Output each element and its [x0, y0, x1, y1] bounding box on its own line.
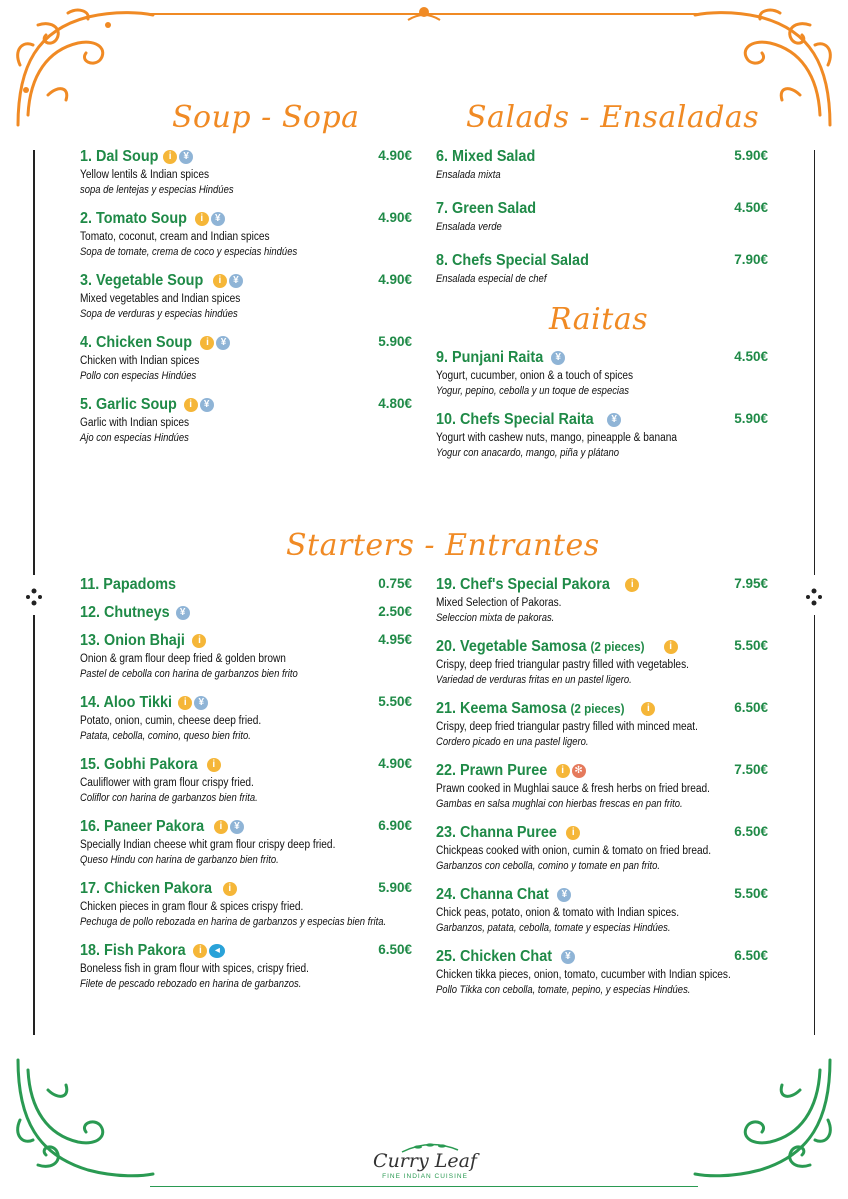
vegetarian-icon: ¥ [216, 336, 230, 350]
vegetarian-icon: ¥ [211, 212, 225, 226]
menu-item-description: Cauliflower with gram flour crispy fried. [80, 777, 254, 789]
menu-item-name: 8. Chefs Special Salad [436, 252, 589, 269]
gluten-free-icon: i [163, 150, 177, 164]
menu-item-description-spanish: Gambas en salsa mughlai con hierbas frescas en pan frito. [436, 798, 683, 810]
menu-item-header [80, 602, 412, 624]
menu-item-name: 12. Chutneys [80, 604, 170, 621]
dietary-icons [625, 578, 639, 592]
gluten-free-icon: i [207, 758, 221, 772]
menu-item-description: Crispy, deep fried triangular pastry filled with minced meat. [436, 721, 698, 733]
menu-item-header [436, 250, 768, 272]
menu-item-description: Prawn cooked in Mughlai sauce & fresh herbs on fried bread. [436, 783, 710, 795]
menu-item-description-spanish: Coliflor con harina de garbanzos bien frita. [80, 792, 258, 804]
menu-item-name: 23. Channa Puree [436, 824, 557, 841]
menu-item-description-spanish: Pollo con especias Hindúes [80, 370, 197, 382]
vegetarian-icon: ¥ [194, 696, 208, 710]
menu-item-description: Garlic with Indian spices [80, 417, 190, 429]
dietary-icons [193, 944, 225, 958]
menu-item-description-spanish: Queso Hindu con harina de garbanzo bien frito. [80, 854, 279, 866]
menu-item-price: 7.90€ [734, 252, 768, 267]
menu-item-name: 14. Aloo Tikki [80, 694, 173, 711]
leaf-icon [400, 1140, 460, 1154]
menu-item-portion: (2 pieces) [590, 639, 645, 654]
menu-item [436, 146, 768, 183]
menu-item-header [80, 208, 412, 230]
section-title-raitas: Raitas [549, 302, 649, 337]
vegetarian-icon: ¥ [557, 888, 571, 902]
menu-item-header [80, 574, 412, 596]
menu-item-header [80, 146, 412, 168]
vegetarian-icon: ¥ [551, 351, 565, 365]
dietary-icons [551, 351, 565, 365]
menu-item-price: 6.50€ [734, 700, 768, 715]
section-title-starters: Starters - Entrantes [286, 528, 600, 563]
menu-item-description: Potato, onion, cumin, cheese deep fried. [80, 715, 262, 727]
menu-item-price: 4.80€ [378, 396, 412, 411]
menu-item-name: 5. Garlic Soup [80, 396, 177, 413]
menu-item-name: 11. Papadoms [80, 576, 177, 593]
menu-item-description-spanish: Garbanzos con cebolla, comino y tomate en pan frito. [436, 860, 661, 872]
menu-item-header [80, 940, 412, 962]
corner-ornament-bottom-left [8, 1050, 158, 1190]
menu-item-name: 7. Green Salad [436, 200, 537, 217]
dietary-icons [184, 398, 214, 412]
menu-item [436, 698, 768, 750]
menu-item-price: 4.50€ [734, 349, 768, 364]
menu-item-description: Crispy, deep fried triangular pastry filled with vegetables. [436, 659, 689, 671]
menu-item-price: 4.50€ [734, 200, 768, 215]
menu-item-price: 0.75€ [378, 576, 412, 591]
menu-item-price: 4.90€ [378, 148, 412, 163]
menu-item-header [436, 946, 768, 968]
salads-list [436, 146, 768, 287]
menu-item-name: 10. Chefs Special Raita [436, 411, 594, 428]
menu-item-name: 13. Onion Bhaji [80, 632, 185, 649]
gluten-free-icon: i [184, 398, 198, 412]
menu-item [436, 347, 768, 399]
logo-tagline: FINE INDIAN CUISINE [382, 1173, 468, 1180]
menu-item-name: 16. Paneer Pakora [80, 818, 205, 835]
left-side-ornament [24, 585, 44, 609]
menu-item-header [436, 636, 768, 658]
menu-item-description: Yellow lentils & Indian spices [80, 169, 210, 181]
dietary-icons [200, 336, 230, 350]
raitas-list [436, 347, 768, 461]
menu-item-price: 4.90€ [378, 272, 412, 287]
menu-item [436, 250, 768, 287]
menu-item-description-spanish: Cordero picado en una pastel ligero. [436, 736, 589, 748]
menu-item-description-spanish: Variedad de verduras fritas en un pastel ligero. [436, 674, 632, 686]
menu-item-header [80, 816, 412, 838]
gluten-free-icon: i [193, 944, 207, 958]
menu-item-price: 5.90€ [378, 880, 412, 895]
menu-item-header [436, 760, 768, 782]
corner-ornament-top-left [8, 5, 158, 135]
vegetarian-icon: ¥ [200, 398, 214, 412]
menu-item [436, 574, 768, 626]
vegetarian-icon: ¥ [230, 820, 244, 834]
menu-item-description: Chickpeas cooked with onion, cumin & tomato on fried bread. [436, 845, 712, 857]
menu-item-name: 4. Chicken Soup [80, 334, 193, 351]
menu-item-description: Mixed Selection of Pakoras. [436, 597, 562, 609]
menu-item-description: Yogurt with cashew nuts, mango, pineapple & banana [436, 432, 677, 444]
menu-item-name: 20. Vegetable Samosa (2 pieces) [436, 638, 645, 655]
dietary-icons [556, 764, 586, 778]
menu-item-description: Chicken pieces in gram flour & spices crispy fried. [80, 901, 304, 913]
left-border-line-upper [33, 150, 35, 575]
menu-item-header [80, 754, 412, 776]
vegetarian-icon: ¥ [229, 274, 243, 288]
vegetarian-icon: ¥ [607, 413, 621, 427]
menu-item-name: 18. Fish Pakora [80, 942, 186, 959]
menu-item-price: 6.50€ [378, 942, 412, 957]
menu-item-description: Onion & gram flour deep fried & golden brown [80, 653, 286, 665]
menu-item-name: 9. Punjani Raita [436, 349, 544, 366]
menu-item [80, 940, 412, 992]
menu-item [80, 630, 412, 682]
gluten-free-icon: i [223, 882, 237, 896]
vegetarian-icon: ¥ [176, 606, 190, 620]
menu-item-name: 3. Vegetable Soup [80, 272, 204, 289]
dietary-icons [178, 696, 208, 710]
dietary-icons [561, 950, 575, 964]
menu-item-price: 5.50€ [734, 886, 768, 901]
menu-item-header [80, 394, 412, 416]
menu-item [80, 878, 412, 930]
logo-name: Curry Leaf [373, 1150, 477, 1172]
menu-item-price: 5.90€ [734, 411, 768, 426]
menu-item-description: Boneless fish in gram flour with spices, crispy fried. [80, 963, 309, 975]
dietary-icons [214, 820, 244, 834]
menu-item [80, 146, 412, 198]
menu-item-name: 21. Keema Samosa (2 pieces) [436, 700, 625, 717]
menu-item-description-spanish: Patata, cebolla, comino, queso bien frito. [80, 730, 251, 742]
dietary-icons [207, 758, 221, 772]
menu-item-description-spanish: Yogur, pepino, cebolla y un toque de especias [436, 385, 630, 397]
vegetarian-icon: ¥ [179, 150, 193, 164]
dietary-icons [176, 606, 190, 620]
menu-item-header [436, 698, 768, 720]
menu-item-header [80, 878, 412, 900]
dietary-icons [192, 634, 206, 648]
menu-item [436, 822, 768, 874]
shellfish-icon: ✻ [572, 764, 586, 778]
menu-item-name: 1. Dal Soup [80, 148, 159, 165]
dietary-icons [664, 640, 678, 654]
menu-item-header [80, 692, 412, 714]
section-title-soup: Soup - Sopa [172, 100, 360, 135]
right-side-ornament [804, 585, 824, 609]
menu-item [436, 884, 768, 936]
gluten-free-icon: i [566, 826, 580, 840]
menu-item-price: 5.50€ [378, 694, 412, 709]
menu-item-price: 4.95€ [378, 632, 412, 647]
menu-item-description-spanish: Ensalada especial de chef [436, 273, 547, 285]
menu-item [80, 692, 412, 744]
right-border-line-lower [814, 615, 816, 1035]
menu-item-header [436, 198, 768, 220]
dietary-icons [163, 150, 193, 164]
menu-item-description: Chicken tikka pieces, onion, tomato, cucumber with Indian spices. [436, 969, 731, 981]
fish-icon: ◂ [209, 944, 225, 958]
menu-item [80, 574, 412, 596]
menu-item-header [80, 630, 412, 652]
gluten-free-icon: i [625, 578, 639, 592]
menu-item-name: 19. Chef's Special Pakora [436, 576, 610, 593]
menu-item-price: 4.90€ [378, 210, 412, 225]
gluten-free-icon: i [664, 640, 678, 654]
menu-item-header [80, 332, 412, 354]
menu-item-name: 17. Chicken Pakora [80, 880, 213, 897]
menu-item-description-spanish: Ensalada verde [436, 221, 502, 233]
menu-item-description-spanish: Ensalada mixta [436, 169, 501, 181]
menu-item-price: 7.50€ [734, 762, 768, 777]
menu-item [436, 409, 768, 461]
menu-item [80, 394, 412, 446]
starters-list-left [80, 574, 412, 992]
menu-item-description-spanish: Seleccion mixta de pakoras. [436, 612, 555, 624]
gluten-free-icon: i [214, 820, 228, 834]
menu-item-price: 4.90€ [378, 756, 412, 771]
starters-list-right [436, 574, 768, 998]
gluten-free-icon: i [213, 274, 227, 288]
menu-item-name: 2. Tomato Soup [80, 210, 187, 227]
menu-item-header [436, 146, 768, 168]
menu-item-description-spanish: Ajo con especias Hindúes [80, 432, 189, 444]
menu-item-portion: (2 pieces) [570, 701, 625, 716]
menu-item-price: 6.50€ [734, 948, 768, 963]
menu-item-header [436, 822, 768, 844]
gluten-free-icon: i [178, 696, 192, 710]
menu-item [80, 602, 412, 624]
menu-item-description-spanish: Pastel de cebolla con harina de garbanzos bien frito [80, 668, 298, 680]
menu-item-name: 15. Gobhi Pakora [80, 756, 198, 773]
menu-item-description-spanish: Filete de pescado rebozado en harina de garbanzos. [80, 978, 302, 990]
menu-item-name: 24. Channa Chat [436, 886, 549, 903]
menu-item [436, 760, 768, 812]
menu-item-description: Tomato, coconut, cream and Indian spices [80, 231, 270, 243]
menu-item-price: 6.90€ [378, 818, 412, 833]
menu-item-price: 6.50€ [734, 824, 768, 839]
menu-item [436, 946, 768, 998]
curry-leaf-logo [370, 1140, 480, 1190]
menu-item-price: 5.50€ [734, 638, 768, 653]
top-border-line [150, 13, 698, 15]
menu-item-header [436, 884, 768, 906]
menu-item [80, 754, 412, 806]
menu-item [80, 208, 412, 260]
vegetarian-icon: ¥ [561, 950, 575, 964]
dietary-icons [213, 274, 243, 288]
menu-item-description-spanish: sopa de lentejas y especias Hindúes [80, 184, 234, 196]
menu-item-description-spanish: Sopa de tomate, crema de coco y especias hindúes [80, 246, 298, 258]
menu-item-name: 25. Chicken Chat [436, 948, 553, 965]
dietary-icons [641, 702, 655, 716]
menu-item-description: Chick peas, potato, onion & tomato with Indian spices. [436, 907, 680, 919]
menu-item-header [436, 574, 768, 596]
corner-ornament-bottom-right [690, 1050, 840, 1190]
gluten-free-icon: i [556, 764, 570, 778]
soup-list [80, 146, 412, 446]
menu-item-header [80, 270, 412, 292]
menu-item-description-spanish: Sopa de verduras y especias hindúes [80, 308, 238, 320]
menu-item-description-spanish: Pechuga de pollo rebozada en harina de garbanzos y especias bien frita. [80, 916, 387, 928]
menu-item-header [436, 347, 768, 369]
gluten-free-icon: i [641, 702, 655, 716]
menu-item-name: 6. Mixed Salad [436, 148, 536, 165]
menu-item [80, 816, 412, 868]
menu-item-price: 2.50€ [378, 604, 412, 619]
menu-item-price: 7.95€ [734, 576, 768, 591]
gluten-free-icon: i [192, 634, 206, 648]
section-title-salads: Salads - Ensaladas [466, 100, 760, 135]
right-border-line-upper [814, 150, 816, 575]
top-center-ornament [404, 4, 444, 26]
menu-item-description: Mixed vegetables and Indian spices [80, 293, 241, 305]
gluten-free-icon: i [195, 212, 209, 226]
left-border-line-lower [33, 615, 35, 1035]
gluten-free-icon: i [200, 336, 214, 350]
menu-item [436, 636, 768, 688]
menu-item [80, 270, 412, 322]
dietary-icons [557, 888, 571, 902]
menu-item-description: Chicken with Indian spices [80, 355, 200, 367]
menu-item-description: Yogurt, cucumber, onion & a touch of spices [436, 370, 634, 382]
menu-item-description-spanish: Yogur con anacardo, mango, piña y plátano [436, 447, 620, 459]
menu-item [436, 198, 768, 235]
menu-item-header [436, 409, 768, 431]
menu-item-description-spanish: Pollo Tikka con cebolla, tomate, pepino, y especias Hindúes. [436, 984, 691, 996]
menu-item [80, 332, 412, 384]
menu-item-price: 5.90€ [734, 148, 768, 163]
menu-item-description: Specially Indian cheese whit gram flour crispy deep fried. [80, 839, 336, 851]
menu-item-name: 22. Prawn Puree [436, 762, 548, 779]
menu-item-price: 5.90€ [378, 334, 412, 349]
dietary-icons [566, 826, 580, 840]
dietary-icons [223, 882, 237, 896]
dietary-icons [195, 212, 225, 226]
dietary-icons [607, 413, 621, 427]
menu-item-description-spanish: Garbanzos, patata, cebolla, tomate y especias Hindúes. [436, 922, 671, 934]
